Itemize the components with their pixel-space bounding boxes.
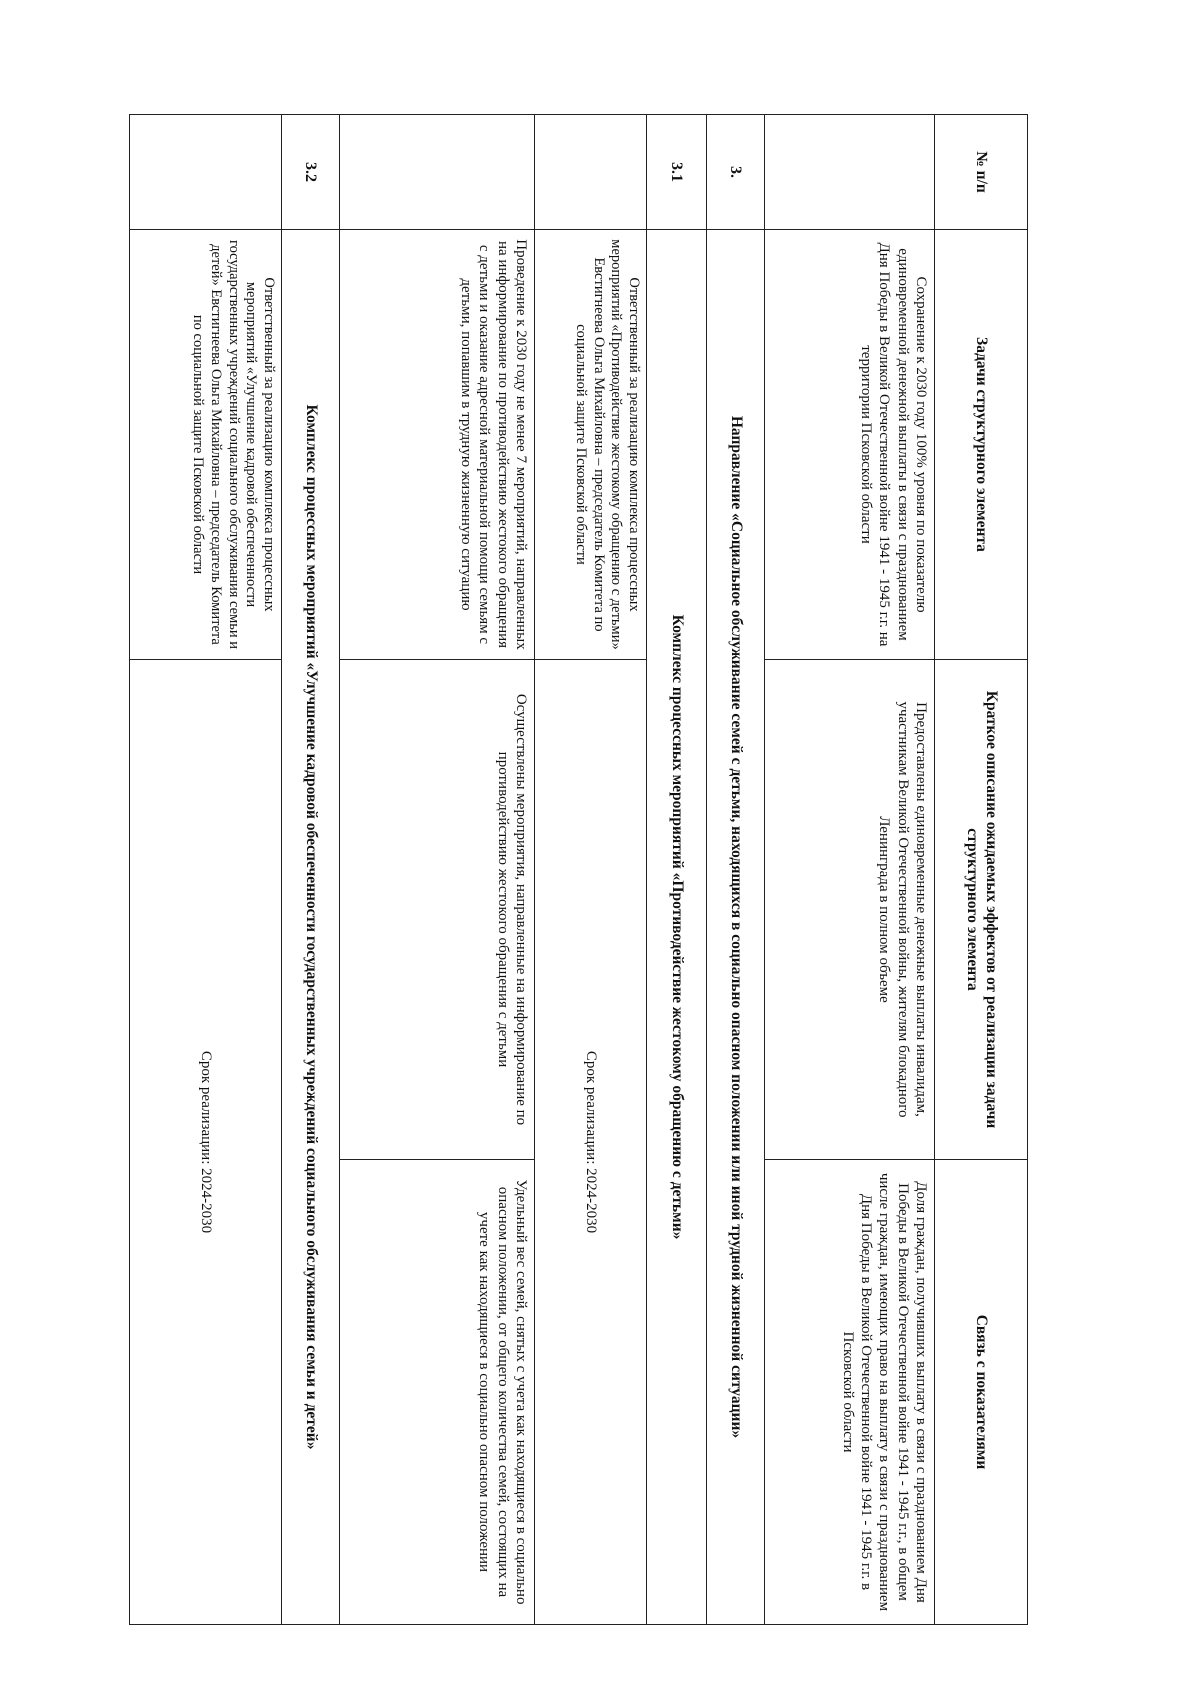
- header-task: Задачи структурного элемента: [935, 230, 1028, 660]
- section-31-term: Срок реализации: 2024-2030: [535, 660, 647, 1625]
- section-31-effect: Осуществлены мероприятия, направленные на информирование по противодействию жестокого обращения с детьми: [340, 660, 535, 1160]
- section-31-responsible-row: [535, 115, 647, 1625]
- row1-num: [765, 115, 935, 230]
- structural-elements-table: [129, 114, 1028, 1625]
- table-row: [765, 115, 935, 1625]
- header-num: № п/п: [935, 115, 1028, 230]
- section-32-term: Срок реализации: 2024-2030: [130, 660, 282, 1625]
- section-31-task-num: [340, 115, 535, 230]
- section-3-title: Направление «Социальное обслуживание семей с детьми, находящихся в социально опасном положении или иной трудной жизненной ситуации»: [707, 230, 765, 1625]
- section-31-blank: [535, 115, 647, 230]
- section-31-link: Удельный вес семей, снятых с учета как находящиеся в социально опасном положении, от общего количества семей, состоящих на учете как находящиеся в социально опасном положении: [340, 1160, 535, 1625]
- section-31-title: Комплекс процессных мероприятий «Противодействие жестокому обращению с детьми»: [647, 230, 707, 1625]
- section-3-num: 3.: [707, 115, 765, 230]
- section-31-task: Проведение к 2030 году не менее 7 мероприятий, направленных на информирование по противодействию жестокого обращения с детьми и оказание адресной материальной помощи семьям с детьми, попавшим в трудную жизненную ситуацию: [340, 230, 535, 660]
- header-effect: Краткое описание ожидаемых эффектов от реализации задачи структурного элемента: [935, 660, 1028, 1160]
- section-32-responsible: Ответственный за реализацию комплекса процессных мероприятий «Улучшение кадровой обеспеченности государственных учреждений социального обслуживания семьи и детей» Евстигнеева Ольга Михайловна – председатель Комитета по социальной защите Псковской области: [130, 230, 282, 660]
- row1-effect: Предоставлены единовременные денежные выплаты инвалидам, участникам Великой Отечественной войны, жителям блокадного Ленинграда в полном объеме: [765, 660, 935, 1160]
- section-32-row: [282, 115, 340, 1625]
- section-31-row: [647, 115, 707, 1625]
- section-32-responsible-row: [130, 115, 282, 1625]
- section-31-num: 3.1: [647, 115, 707, 230]
- rotated-table-page: [130, 114, 1028, 1624]
- section-3-row: [707, 115, 765, 1625]
- table-header-row: [935, 115, 1028, 1625]
- section-32-num: 3.2: [282, 115, 340, 230]
- header-link: Связь с показателями: [935, 1160, 1028, 1625]
- row1-task: Сохранение к 2030 году 100% уровня по показателю единовременной денежной выплаты в связи с празднованием Дня Победы в Великой Отечественной войне 1941 - 1945 г.г. на территории Псковской области: [765, 230, 935, 660]
- section-31-responsible: Ответственный за реализацию комплекса процессных мероприятий «Противодействие жестокому обращению с детьми» Евстигнеева Ольга Михайловна – председатель Комитета по социальной защите Псковской области: [535, 230, 647, 660]
- section-32-title: Комплекс процессных мероприятий «Улучшение кадровой обеспеченности государственных учреждений социального обслуживания семьи и детей»: [282, 230, 340, 1625]
- row1-link: Доля граждан, получивших выплату в связи с празднованием Дня Победы в Великой Отечественной войне 1941 - 1945 г.г., в общем числе граждан, имеющих право на выплату в связи с празднованием Дня Победы в Великой Отечественной войне 1941 - 1945 г.г. в Псковской области: [765, 1160, 935, 1625]
- section-31-task-row: [340, 115, 535, 1625]
- section-32-blank: [130, 115, 282, 230]
